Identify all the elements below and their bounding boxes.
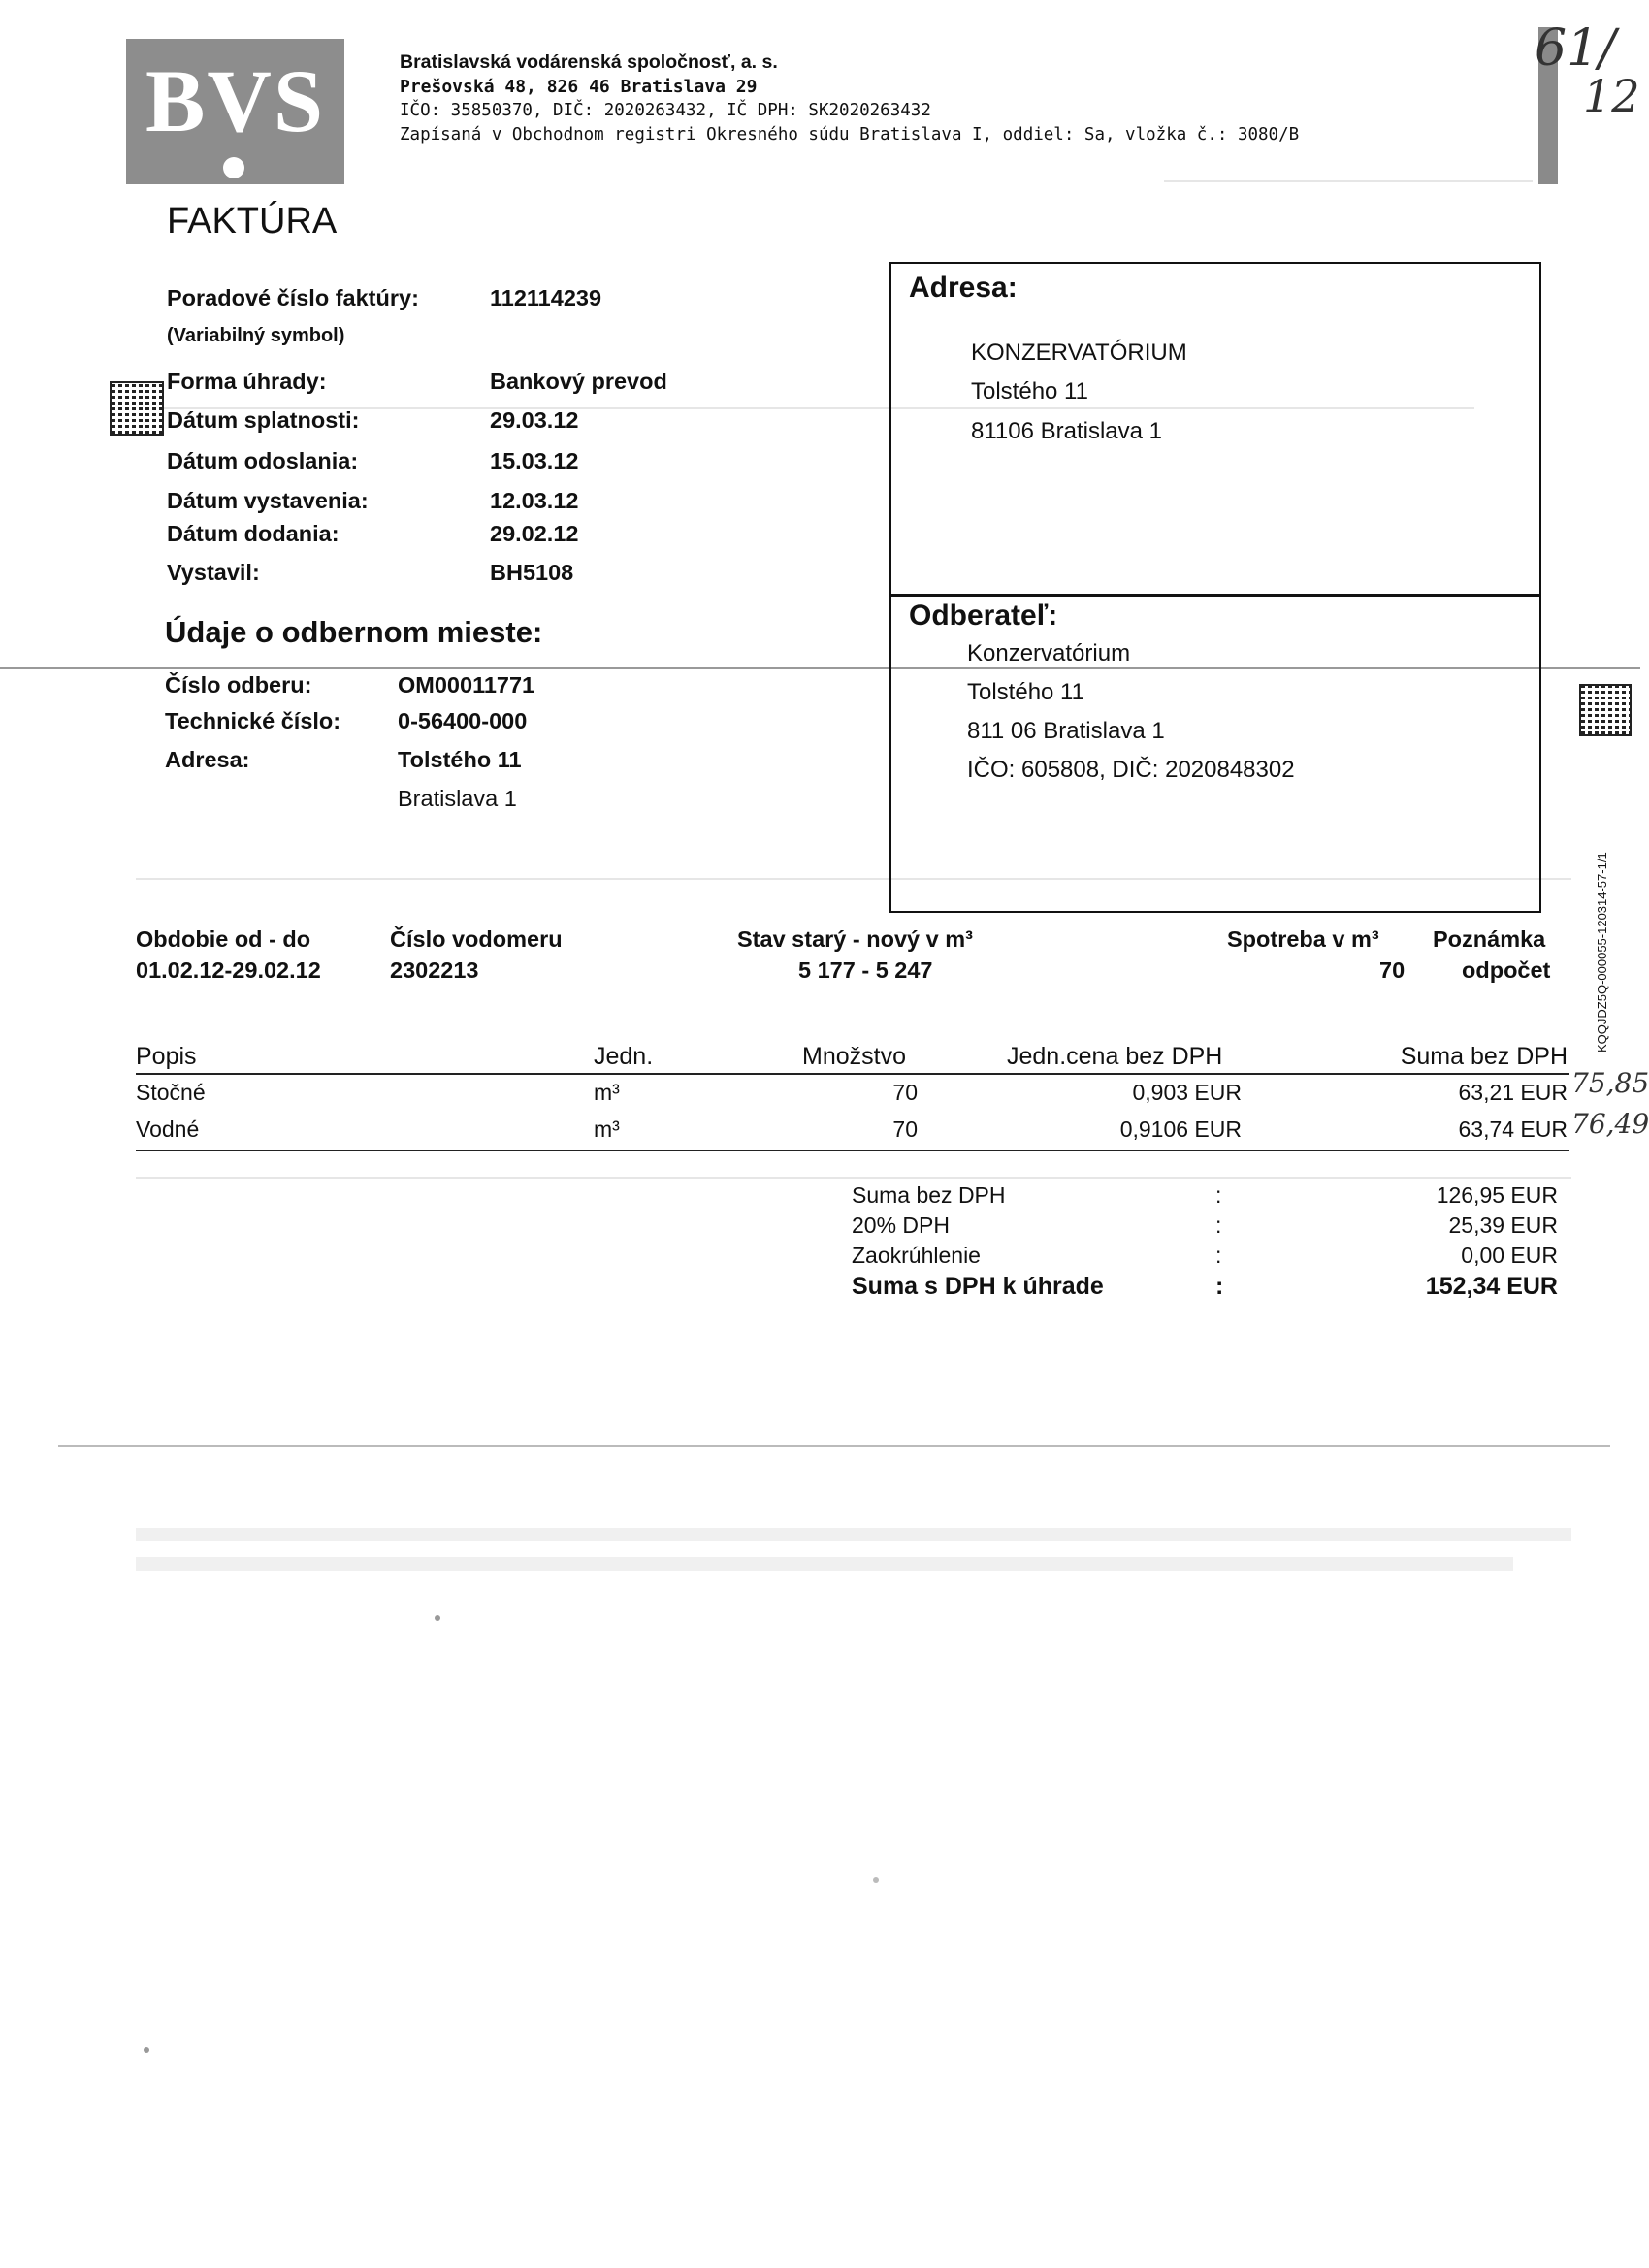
issuer-label: Vystavil: [167, 560, 260, 585]
issuer: BH5108 [490, 560, 574, 585]
point-address-label: Adresa: [165, 747, 250, 772]
handwritten-page-mark-top: 61/ [1535, 19, 1616, 78]
address-heading: Adresa: [909, 272, 1018, 304]
address-line-1: KONZERVATÓRIUM [971, 340, 1187, 366]
row-sum: 63,74 EUR [1458, 1117, 1568, 1142]
side-document-code: KQQJDZ5Q-000055-120314-57-1/1 [1595, 852, 1609, 1053]
showthrough-line [136, 1177, 1571, 1179]
row-quantity: 70 [892, 1117, 918, 1142]
row-description: Vodné [136, 1117, 200, 1142]
table-bottom-rule [136, 1150, 1569, 1151]
row-sum: 63,21 EUR [1458, 1080, 1568, 1105]
net-total: 126,95 EUR [1436, 1183, 1558, 1208]
consumption-number-label: Číslo odberu: [165, 672, 312, 697]
speck [873, 1877, 879, 1883]
state-value: 5 177 - 5 247 [798, 957, 933, 983]
net-total-label: Suma bez DPH [852, 1183, 1006, 1208]
colon: : [1215, 1243, 1222, 1268]
sent-date: 15.03.12 [490, 448, 579, 473]
col-header-quantity: Množstvo [802, 1043, 906, 1070]
showthrough-line [136, 1557, 1513, 1571]
qr-code-right [1579, 684, 1632, 736]
showthrough-line [1164, 180, 1533, 182]
customer-heading: Odberateľ: [909, 599, 1058, 632]
col-header-description: Popis [136, 1043, 197, 1070]
company-address: Prešovská 48, 826 46 Bratislava 29 [400, 77, 758, 97]
point-address-1: Tolstého 11 [398, 747, 522, 772]
address-line-2: Tolstého 11 [971, 378, 1088, 405]
rounding-label: Zaokrúhlenie [852, 1243, 981, 1268]
fold-line-lower [58, 1445, 1610, 1447]
qr-code-left [110, 381, 164, 436]
speck [435, 1615, 440, 1621]
consumption-point-heading: Údaje o odbernom mieste: [165, 615, 543, 649]
note-label: Poznámka [1433, 926, 1546, 952]
note-value: odpočet [1462, 957, 1551, 983]
showthrough-line [136, 1528, 1571, 1541]
invoice-number-label: Poradové číslo faktúry: [167, 285, 419, 310]
consumption-number: OM00011771 [398, 672, 535, 697]
box-divider [889, 594, 1539, 597]
technical-number-label: Technické číslo: [165, 708, 341, 733]
table-header-rule [136, 1073, 1569, 1075]
issued-date-label: Dátum vystavenia: [167, 488, 369, 513]
customer-line-3: 811 06 Bratislava 1 [967, 718, 1165, 744]
company-name: Bratislavská vodárenská spoločnosť, a. s. [400, 51, 778, 73]
col-header-unit: Jedn. [594, 1043, 654, 1070]
colon: : [1215, 1273, 1224, 1300]
delivery-date: 29.02.12 [490, 521, 579, 546]
issued-date: 12.03.12 [490, 488, 579, 513]
meter-label: Číslo vodomeru [390, 926, 563, 952]
due-date-label: Dátum splatnosti: [167, 407, 360, 433]
payment-method: Bankový prevod [490, 369, 667, 394]
col-header-sum: Suma bez DPH [1400, 1043, 1568, 1070]
company-ids: IČO: 35850370, DIČ: 2020263432, IČ DPH: SK2020263432 [400, 101, 931, 120]
bvs-logo: BVS [126, 39, 344, 184]
vat-label: 20% DPH [852, 1213, 950, 1238]
point-address-2: Bratislava 1 [398, 786, 517, 811]
company-block [400, 50, 1299, 147]
usage-value: 70 [1379, 957, 1406, 983]
vat-amount: 25,39 EUR [1448, 1213, 1558, 1238]
row-unit-price: 0,903 EUR [1132, 1080, 1242, 1105]
handwritten-page-mark-bottom: 12 [1583, 70, 1640, 122]
row-quantity: 70 [892, 1080, 918, 1105]
rounding-amount: 0,00 EUR [1461, 1243, 1558, 1268]
period-label: Obdobie od - do [136, 926, 311, 952]
sent-date-label: Dátum odoslania: [167, 448, 359, 473]
period-value: 01.02.12-29.02.12 [136, 957, 321, 983]
state-label: Stav starý - nový v m³ [737, 926, 973, 952]
delivery-date-label: Dátum dodania: [167, 521, 340, 546]
row-unit-price: 0,9106 EUR [1119, 1117, 1242, 1142]
speck [144, 2047, 149, 2053]
handwritten-note-stocne: 75,85 [1571, 1067, 1649, 1099]
customer-line-2: Tolstého 11 [967, 679, 1084, 705]
payment-label: Forma úhrady: [167, 369, 327, 394]
invoice-number: 112114239 [490, 285, 602, 310]
row-description: Stočné [136, 1080, 206, 1105]
company-registry: Zapísaná v Obchodnom registri Okresného súdu Bratislava I, oddiel: Sa, vložka č.: 3080/B [400, 125, 1300, 145]
customer-line-4: IČO: 605808, DIČ: 2020848302 [967, 757, 1295, 783]
technical-number: 0-56400-000 [398, 708, 528, 733]
document-title: FAKTÚRA [167, 201, 338, 242]
colon: : [1215, 1183, 1222, 1208]
row-unit: m³ [594, 1080, 620, 1105]
grand-total-label: Suma s DPH k úhrade [852, 1273, 1104, 1300]
handwritten-note-vodne: 76,49 [1571, 1108, 1649, 1140]
colon: : [1215, 1213, 1222, 1238]
customer-line-1: Konzervatórium [967, 640, 1131, 666]
usage-label: Spotreba v m³ [1227, 926, 1379, 952]
address-line-3: 81106 Bratislava 1 [971, 418, 1163, 444]
row-unit: m³ [594, 1117, 620, 1142]
due-date: 29.03.12 [490, 407, 579, 433]
meter-value: 2302213 [390, 957, 479, 983]
grand-total: 152,34 EUR [1425, 1273, 1558, 1300]
variable-symbol-label: (Variabilný symbol) [167, 325, 345, 346]
col-header-unit-price: Jedn.cena bez DPH [1007, 1043, 1223, 1070]
